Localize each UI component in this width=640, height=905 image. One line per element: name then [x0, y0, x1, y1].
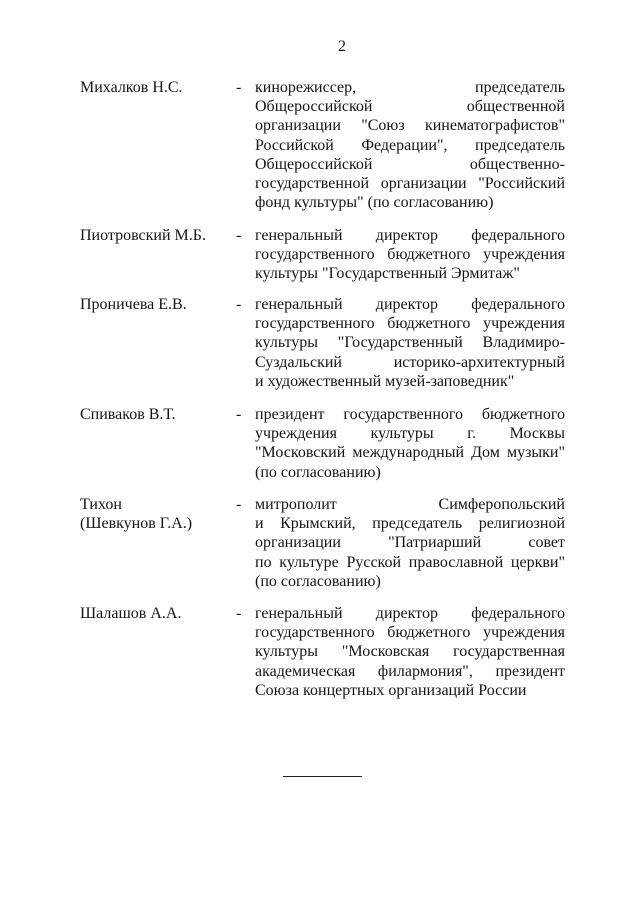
description-line: (по согласованию) [255, 572, 381, 590]
member-description [255, 78, 565, 212]
description-line: генеральный директор федерального [255, 605, 565, 622]
description-line: государственного бюджетного учреждения [255, 315, 565, 333]
member-description [255, 295, 565, 391]
description-line: (по согласованию) [255, 463, 381, 481]
member-name-line: Михалков Н.С. [80, 79, 183, 96]
member-name-line: Спиваков В.Т. [80, 406, 176, 423]
member-name [80, 226, 230, 245]
member-description [255, 604, 565, 700]
description-line: государственного бюджетного учреждения [255, 246, 565, 264]
description-line: культуры "Московская государственная [255, 643, 565, 661]
description-line: президент государственного бюджетного [255, 406, 565, 423]
description-line: государственного бюджетного учреждения [255, 624, 565, 642]
description-line: Общероссийской общественно- [255, 155, 565, 173]
end-rule [283, 776, 362, 777]
member-name-line: (Шевкунов Г.А.) [80, 515, 193, 533]
description-line: фонд культуры" (по согласованию) [255, 194, 494, 212]
description-line: и Крымский, председатель религиозной [255, 515, 565, 533]
member-name [80, 604, 230, 623]
member-name-line: Тихон [80, 496, 122, 513]
dash-separator: - [236, 605, 242, 622]
dash-separator: - [236, 79, 242, 96]
member-name [80, 405, 230, 424]
member-name [80, 495, 230, 533]
description-line: культуры "Государственный Эрмитаж" [255, 265, 520, 283]
description-line: Союза концертных организаций России [255, 681, 527, 699]
member-name [80, 295, 230, 314]
description-line: "Московский международный Дом музыки" [255, 444, 565, 462]
description-line: организации "Патриарший совет [255, 534, 565, 552]
dash-separator: - [236, 496, 242, 513]
member-name-line: Пиотровский М.Б. [80, 227, 206, 244]
member-name-line: Проничева Е.В. [80, 296, 187, 313]
dash-separator: - [236, 227, 242, 244]
member-description [255, 495, 565, 591]
description-line: государственной организации "Российский [255, 174, 565, 192]
member-description [255, 226, 565, 284]
description-line: митрополит Симферопольский [255, 496, 565, 513]
member-name [80, 78, 230, 97]
description-line: Суздальский историко-архитектурный [255, 353, 565, 371]
description-line: по культуре Русской православной церкви" [255, 553, 565, 571]
description-line: учреждения культуры г. Москвы [255, 425, 565, 443]
member-description [255, 405, 565, 482]
member-name-line: Шалашов А.А. [80, 605, 182, 622]
description-line: генеральный директор федерального [255, 227, 565, 244]
description-line: Российской Федерации", председатель [255, 136, 565, 154]
description-line: и художественный музей-заповедник" [255, 372, 515, 390]
description-line: организации "Союз кинематографистов" [255, 117, 565, 135]
description-line: академическая филармония", президент [255, 662, 565, 680]
dash-separator: - [236, 296, 242, 313]
page-number: 2 [338, 38, 346, 55]
description-line: кинорежиссер, председатель [255, 79, 565, 96]
description-line: культуры "Государственный Владимиро- [255, 334, 565, 352]
dash-separator: - [236, 406, 242, 423]
description-line: генеральный директор федерального [255, 296, 565, 313]
description-line: Общероссийской общественной [255, 98, 565, 116]
